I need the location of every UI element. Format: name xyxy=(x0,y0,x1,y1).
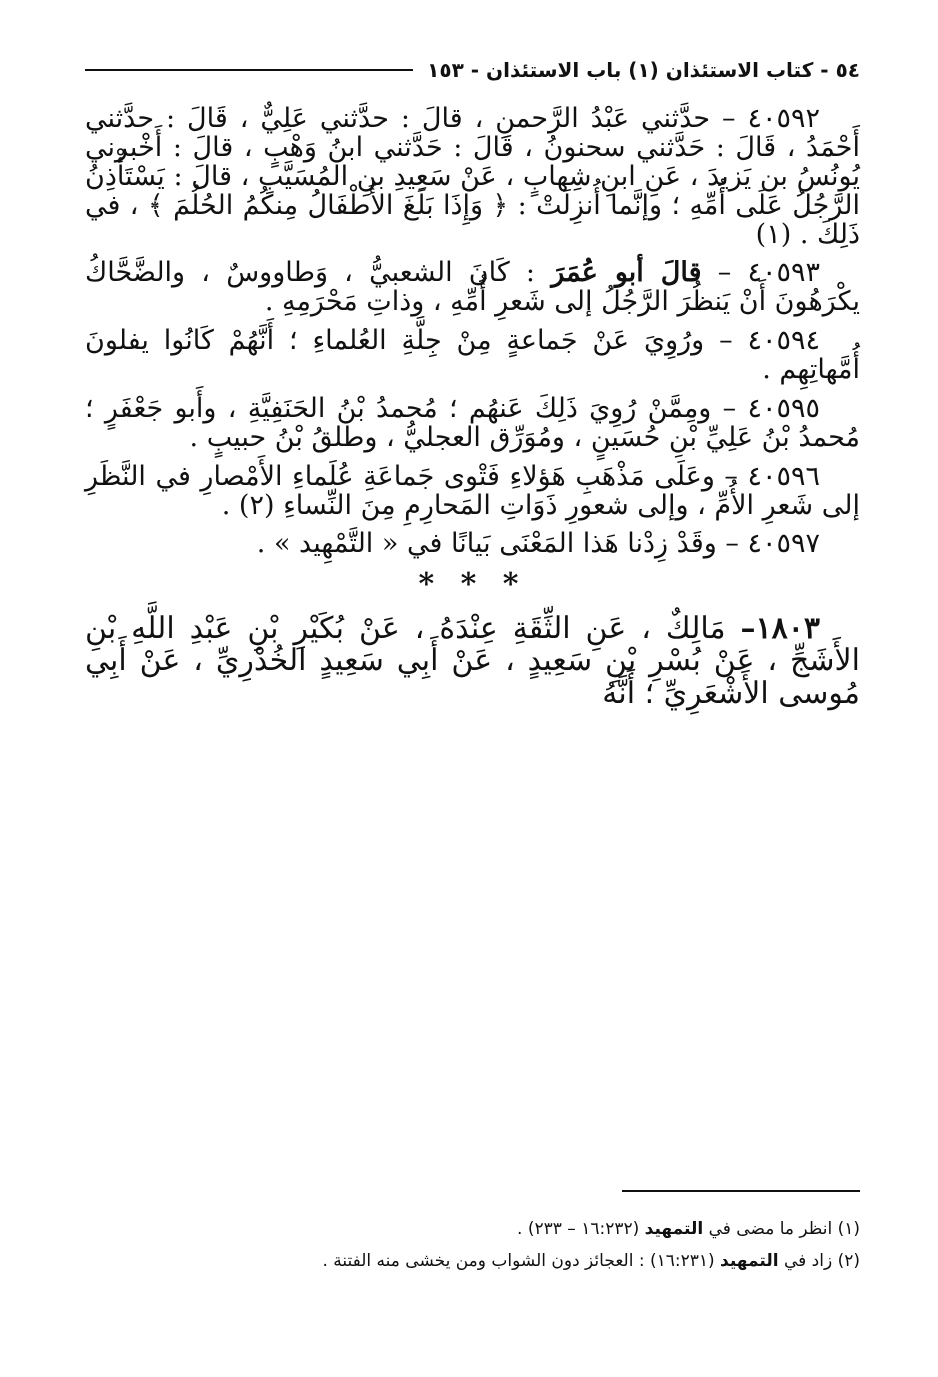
header-title: ٥٤ - كتاب الاستئذان (١) باب الاستئذان - ١٥٣ xyxy=(427,58,860,82)
paragraph-number: ٤٠٥٩٦ – xyxy=(724,460,820,492)
paragraph-number: ٤٠٥٩٢ – xyxy=(722,103,820,134)
footnote-2 xyxy=(85,1245,860,1277)
footnote-rule xyxy=(622,1190,860,1192)
hadith-text: مَالِكٌ ، عَنِ الثِّقَةِ عِنْدَهُ ، عَنْ بُكَيْرِ بْنِ عَبْدِ اللَّهِ بْنِ الأَشَجِّ ، عَنْ بُسْرِ بْنِ سَعِيدٍ ، عَنْ أَبِي سَعِيدٍ الخُدْرِيِّ ، عَنْ أَبِي مُوسى الأَشْعَرِيِّ ؛ أَنَّهُ xyxy=(85,611,860,711)
footnote-text-pre: انظر ما مضى في xyxy=(708,1219,833,1239)
footnote-marker: (٢) xyxy=(837,1251,860,1272)
paragraph-40594 xyxy=(85,327,860,385)
paragraph-text: حدَّثني عَبْدُ الرَّحمنِ ، قالَ : حدَّثني عَلِيٌّ ، قَالَ : حدَّثني أَحْمَدُ ، قَالَ : حَدَّثني سحنونُ ، قَالَ : حَدَّثني ابنُ وَهْبٍ ، قالَ : أَخْبرني يُونُسُ بن يَزيدَ ، عَنِ ابنِ شِهابٍ ، عَنْ سَعِيدِ بنِ المُسَيَّبِ ، قالَ : يَسْتَأْذِنُ الرَّجُلُ عَلَى أُمِّهِ ؛ وإنَّما أُنزِلَتْ : ﴿ وَإِذَا بَلَغَ الأَطْفَالُ مِنكُمُ الحُلُمَ ﴾ ، في ذَلِكَ . (١) xyxy=(85,103,860,250)
paragraph-40595 xyxy=(85,392,860,453)
paragraph-text: وقَدْ زِدْنا هَذا المَعْنَى بَيانًا في « التَّمْهِيد » . xyxy=(256,528,717,560)
footnote-1 xyxy=(85,1213,860,1245)
hadith-1803 xyxy=(85,613,860,709)
paragraph-number: ٤٠٥٩٥ – xyxy=(722,392,820,424)
paragraph-40593 xyxy=(85,259,860,317)
paragraph-number: ٤٠٥٩٣ – xyxy=(717,257,820,289)
footnotes xyxy=(85,1213,860,1278)
paragraph-text: ومِمَّنْ رُوِيَ ذَلِكَ عَنهُم ؛ مُحمدُ بْنُ الحَنَفِيَّةِ ، وأَبو جَعْفَرٍ ؛ مُحمدُ بْنُ عَلِيِّ بْنِ حُسَينٍ ، ومُوَرِّق العجليُّ ، وطلقُ بْنُ حبيبٍ . xyxy=(85,392,860,453)
paragraph-40597 xyxy=(85,530,860,559)
paragraph-lead: قالَ أبو عُمَرَ xyxy=(551,257,702,289)
footnote-source: التمهيد xyxy=(644,1219,704,1239)
footnote-text-post: (١٦:٢٣١) : العجائز دون الشواب ومن يخشى منه الفتنة . xyxy=(322,1251,715,1272)
paragraph-40592 xyxy=(85,105,860,249)
footnote-marker: (١) xyxy=(837,1219,860,1239)
hadith-number: ١٨٠٣– xyxy=(740,611,820,647)
paragraph-text: : كَانَ الشعبيُّ ، وَطاووسٌ ، والضَّحَّاكُ يكْرَهُونَ أَنْ يَنظُرَ الرَّجُلُ إلى شَعرِ أُمِّهِ ، وذاتِ مَحْرَمِهِ . xyxy=(85,257,860,318)
footnote-source: التمهيد xyxy=(720,1251,779,1272)
paragraph-number: ٤٠٥٩٤ – xyxy=(719,325,821,357)
paragraph-number: ٤٠٥٩٧ – xyxy=(725,528,820,560)
footnote-text-post: (١٦:٢٣٢ – ٢٣٣) . xyxy=(517,1219,640,1239)
paragraph-40596 xyxy=(85,460,860,521)
paragraph-text: وعَلَى مَذْهَبِ هَؤلاءِ فَتْوى جَماعَةِ عُلَماءِ الأَمْصارِ في النَّظَرِ إلى شَعرِ الأُمِّ ، وإلى شعورِ ذَوَاتِ المَحارِمِ مِنَ النِّساءِ (٢) . xyxy=(85,460,860,521)
paragraph-text: ورُوِيَ عَنْ جَماعةٍ مِنْ جِلَّةِ العُلماءِ ؛ أَنَّهُمْ كَانُوا يفلونَ أُمَّهاتِهِم . xyxy=(85,325,860,385)
section-separator: * * * xyxy=(418,567,527,603)
footnote-text-pre: زاد في xyxy=(783,1251,833,1272)
main-text xyxy=(85,105,860,720)
running-header xyxy=(85,50,860,90)
header-rule xyxy=(85,69,413,71)
